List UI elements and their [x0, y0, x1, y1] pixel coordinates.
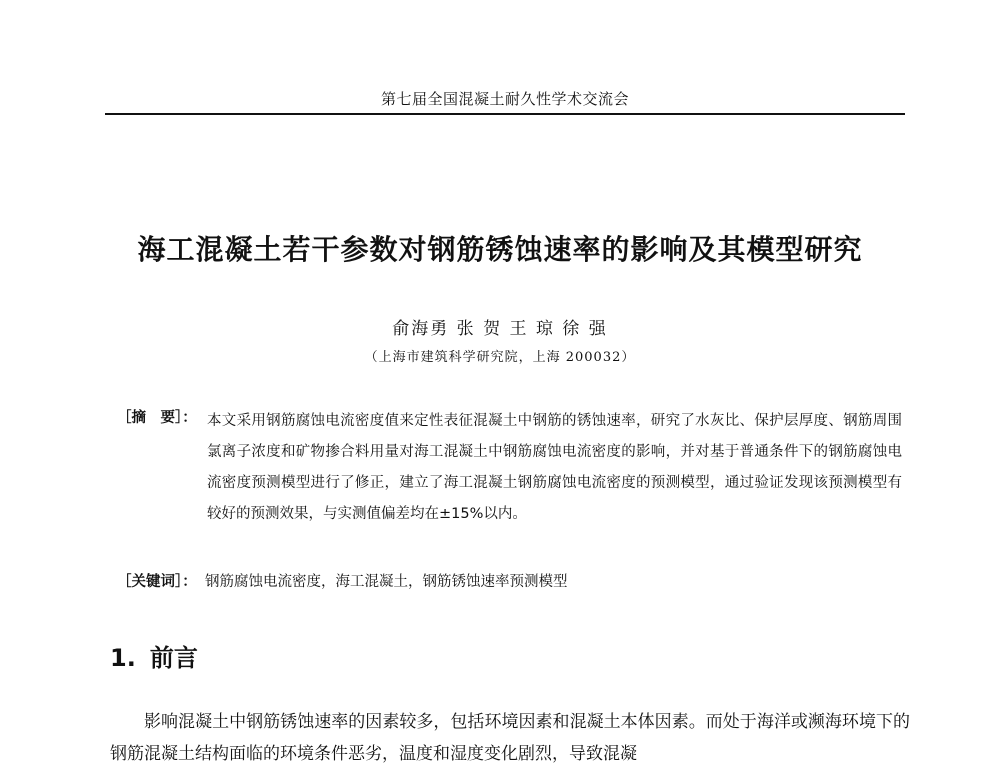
abstract-label: ［摘 要］： [117, 410, 197, 426]
running-header: 第七届全国混凝土耐久性学术交流会 [380, 90, 629, 108]
keywords-label: ［关键词］： [117, 574, 197, 590]
header-rule [105, 113, 905, 115]
affiliation: （上海市建筑科学研究院，上海 200032） [364, 350, 636, 365]
author-list: 俞海勇 张 贺 王 琼 徐 强 [392, 319, 608, 339]
body-paragraph: 影响混凝土中钢筋锈蚀速率的因素较多，包括环境因素和混凝土本体因素。而处于海洋或濒海环境下的钢筋混凝土结构面临的环境条件恶劣，温度和湿度变化剧烈，导致混凝 [110, 712, 910, 764]
section-heading [110, 638, 198, 673]
paper-title: 海工混凝土若干参数对钢筋锈蚀速率的影响及其模型研究 [137, 233, 863, 266]
abstract-text: 本文采用钢筋腐蚀电流密度值来定性表征混凝土中钢筋的锈蚀速率，研究了水灰比、保护层厚度、钢筋周围氯离子浓度和矿物掺合料用量对海工混凝土中钢筋腐蚀电流密度的影响，并对基于普通条件下的钢筋腐蚀电流密度预测模型进行了修正，建立了海工混凝土钢筋腐蚀电流密度的预测模型，通过验证发现该预测模型有较好的预测效果，与实测值偏差均在±15%以内。 [207, 413, 902, 522]
section-number: 1. [110, 644, 136, 672]
keywords-text: 钢筋腐蚀电流密度，海工混凝土，钢筋锈蚀速率预测模型 [205, 574, 568, 590]
section-title: 前言 [149, 644, 198, 672]
